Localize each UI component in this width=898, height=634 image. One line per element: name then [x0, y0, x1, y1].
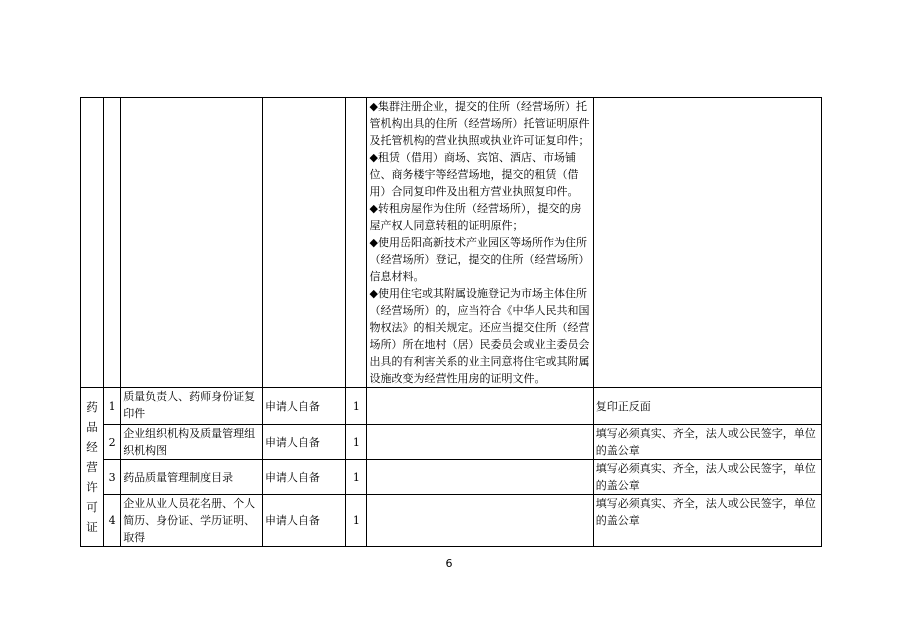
note-cell: 填写必须真实、齐全，法人或公民签字，单位的盖公章: [593, 495, 821, 547]
note-cell: 填写必须真实、齐全，法人或公民签字，单位的盖公章: [593, 425, 821, 460]
category-cell: [81, 388, 104, 547]
quantity-cell: [346, 98, 367, 388]
material-name-cell: 质量负责人、药师身份证复印件: [121, 388, 263, 425]
quantity-cell: 1: [346, 388, 367, 425]
category-cell: [81, 98, 104, 388]
source-cell: 申请人自备: [262, 388, 345, 425]
number-cell: 2: [104, 425, 121, 460]
requirement-item: ◆租赁（借用）商场、宾馆、酒店、市场铺位、商务楼宇等经营场地，提交的租赁（借用）合同复印件及出租方营业执照复印件。: [369, 151, 579, 198]
note-cell: [593, 98, 821, 388]
page-number: 6: [445, 557, 453, 570]
number-cell: [104, 98, 121, 388]
source-cell: 申请人自备: [262, 425, 345, 460]
requirements-cell: [367, 425, 593, 460]
requirements-cell: [367, 98, 593, 388]
source-cell: 申请人自备: [262, 495, 345, 547]
table-row: [81, 425, 822, 460]
source-cell: [262, 98, 345, 388]
note-cell: 复印正反面: [593, 388, 821, 425]
category-label: 许可: [86, 480, 98, 514]
number-cell: 1: [104, 388, 121, 425]
quantity-cell: 1: [346, 460, 367, 495]
source-cell: 申请人自备: [262, 460, 345, 495]
material-name-cell: 企业组织机构及质量管理组织机构图: [121, 425, 263, 460]
category-label: 经营: [86, 440, 98, 474]
note-cell: 填写必须真实、齐全，法人或公民签字，单位的盖公章: [593, 460, 821, 495]
material-name-cell: [121, 98, 263, 388]
requirement-item: ◆使用岳阳高新技术产业园区等场所作为住所（经营场所）登记，提交的住所（经营场所）信息材料。: [369, 236, 590, 283]
material-name-cell: 企业从业人员花名册、个人简历、身份证、学历证明、取得: [121, 495, 263, 547]
category-label: 药品: [86, 400, 98, 434]
material-name-cell: 药品质量管理制度目录: [121, 460, 263, 495]
requirements-cell: [367, 460, 593, 495]
requirement-item: ◆使用住宅或其附属设施登记为市场主体住所（经营场所）的，应当符合《中华人民共和国物权法》的相关规定。还应当提交住所（经营场所）所在地村（居）民委员会或业主委员会出具的有利害关系的业主同意将住宅或其附属设施改变为经营性用房的证明文件。: [369, 287, 590, 385]
table-row: [81, 495, 822, 547]
number-cell: 4: [104, 495, 121, 547]
quantity-cell: 1: [346, 425, 367, 460]
table-row: [81, 460, 822, 495]
table-row: [81, 388, 822, 425]
requirements-cell: [367, 495, 593, 547]
quantity-cell: 1: [346, 495, 367, 547]
materials-table: [80, 97, 822, 547]
category-label: 证: [86, 520, 98, 534]
requirements-cell: [367, 388, 593, 425]
table-row: [81, 98, 822, 388]
number-cell: 3: [104, 460, 121, 495]
requirement-item: ◆转租房屋作为住所（经营场所），提交的房屋产权人同意转租的证明原件；: [369, 202, 582, 232]
requirement-item: ◆集群注册企业，提交的住所（经营场所）托管机构出具的住所（经营场所）托管证明原件及托管机构的营业执照或执业许可证复印件；: [369, 100, 590, 147]
